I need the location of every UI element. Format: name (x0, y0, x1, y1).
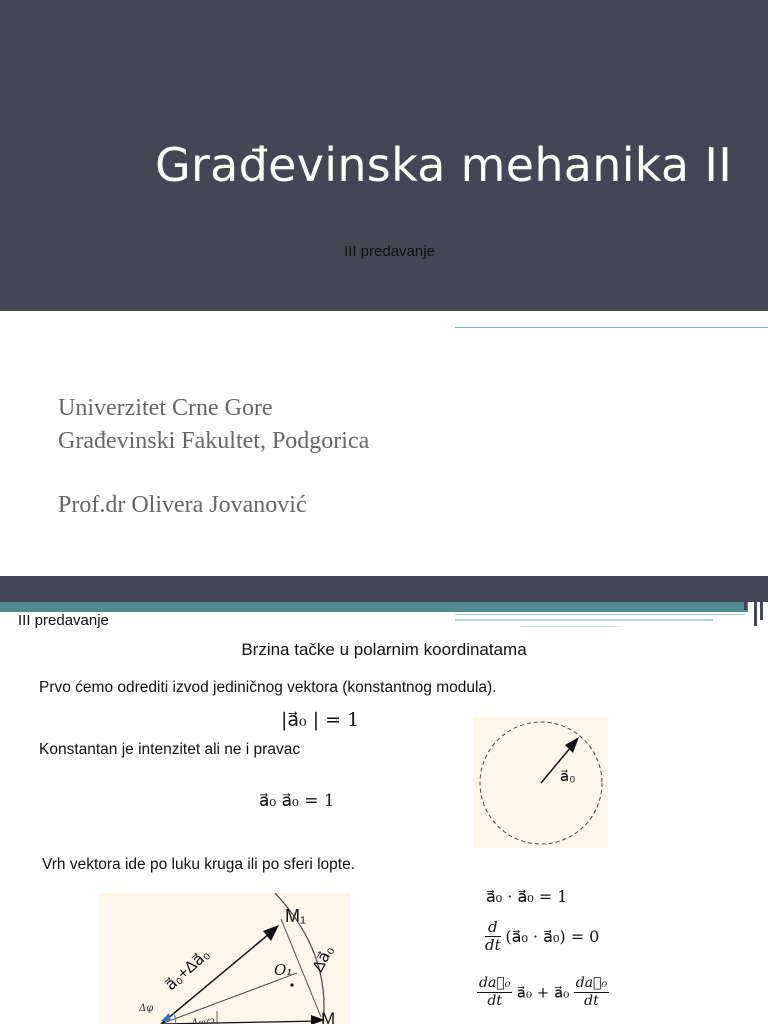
label-m1: M₁ (285, 906, 307, 926)
eq5-denominator-1: dt (487, 993, 502, 1009)
equation-dot: a⃗₀ · a⃗₀ = 1 (486, 887, 568, 906)
slide2-heading: Brzina tačke u polarnim koordinatama (241, 640, 527, 659)
label-delta-phi: Δφ (139, 1003, 154, 1014)
label-half-angle: Δφ/2 (191, 1018, 215, 1024)
unit-vector-equation: |a⃗₀ | = 1 (281, 709, 360, 731)
label-sum-vector: a⃗₀+Δa⃗₀ (162, 945, 214, 994)
eq5-numerator-1: da⃗₀ (479, 975, 511, 991)
university-name: Univerzitet Crne Gore (58, 395, 273, 421)
circle-vector-label: a⃗₀ (560, 768, 576, 785)
intro-text: Prvo ćemo odrediti izvod jediničnog vektora (konstantnog modula). (39, 679, 497, 696)
professor-name: Prof.dr Olivera Jovanović (58, 492, 307, 518)
eq4-rest: (a⃗₀ · a⃗₀) = 0 (505, 927, 600, 946)
eq5-middle: a⃗₀ + a⃗₀ (516, 983, 570, 1002)
slide2-header-bar (0, 576, 768, 602)
accent-divider (455, 327, 768, 328)
slide2-teal-band (0, 602, 748, 612)
slide-title: Građevinska mehanika II (155, 138, 733, 192)
label-delta-vector: Δa⃗₀ (309, 942, 338, 975)
faculty-name: Građevinski Fakultet, Podgorica (58, 428, 370, 454)
eq5-numerator-2: da⃗₀ (575, 975, 608, 991)
eq5-denominator-2: dt (584, 993, 599, 1009)
lecture-label: III predavanje (18, 612, 109, 629)
slide2-rule (455, 619, 713, 621)
arc-vector-figure (99, 893, 350, 1024)
equation-product-rule (477, 975, 609, 1010)
slide2-rule (455, 614, 745, 615)
dot-product-equation: a⃗₀ a⃗₀ = 1 (259, 791, 335, 811)
label-o1: O₁ (274, 961, 293, 979)
unit-circle-figure (473, 717, 608, 848)
equation-derivative (485, 919, 599, 954)
slide2-rule (520, 626, 620, 627)
direction-text: Konstantan je intenzitet ali ne i pravac (39, 741, 301, 758)
slide-subtitle: III predavanje (344, 243, 435, 260)
arc-text: Vrh vektora ide po luku kruga ili po sferi lopte. (42, 856, 356, 873)
eq4-numerator: d (485, 919, 501, 937)
slide2-vertical-bars (744, 576, 768, 626)
author-block (58, 392, 369, 522)
title-slide-header (0, 0, 768, 311)
label-m: M (321, 1009, 336, 1024)
eq4-denominator: dt (485, 936, 501, 954)
